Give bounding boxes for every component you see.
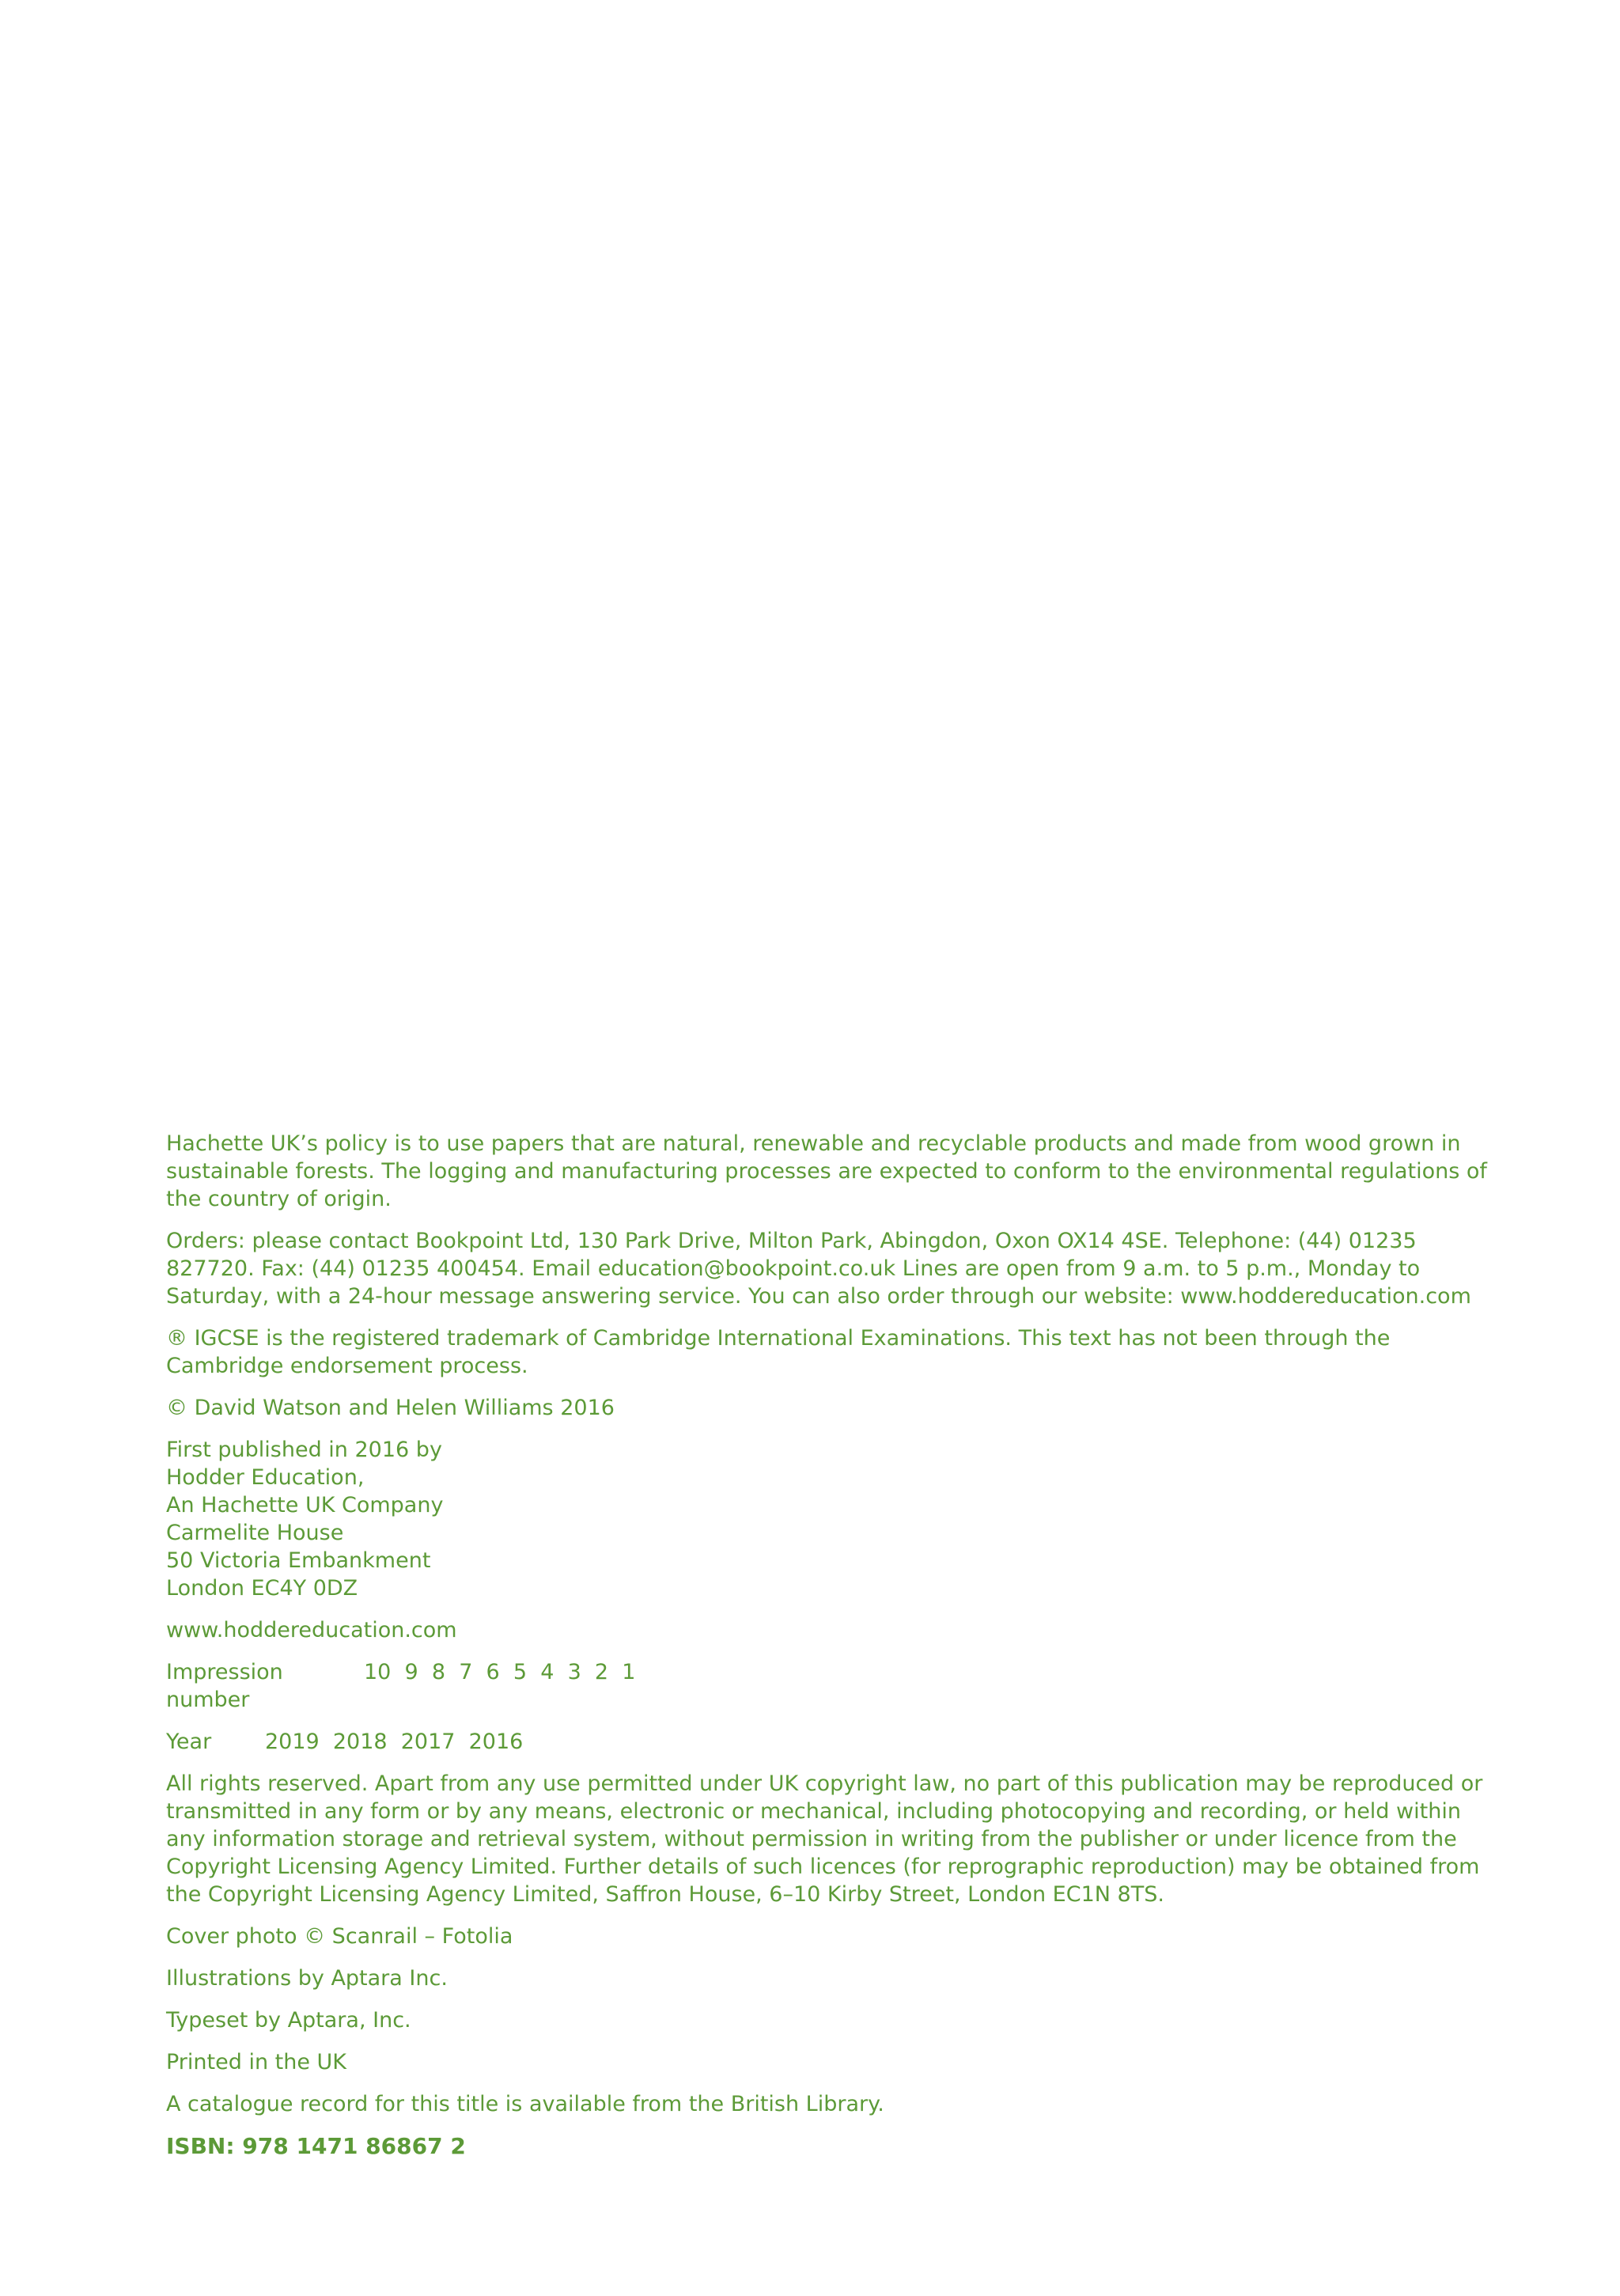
rights-text: All rights reserved. Apart from any use permitted under UK copyright law, no part of this publication may be reproduced or transmitted in any form or by any means, electronic or mechanical, including photocopying and recording, or held within any information storage and retrieval system, without permission in writing from the publisher or under licence from the Copyright Licensing Agency Limited. Further details of such licences (for reprographic reproduction) may be obtained from the Copyright Licensing Agency Limited, Saffron House, 6–10 Kirby Street, London EC1N 8TS.: [166, 1771, 1483, 1907]
copyright-text: © David Watson and Helen Williams 2016: [166, 1396, 615, 1420]
year-label: Year: [166, 1730, 212, 1754]
orders-text: Orders: please contact Bookpoint Ltd, 130 Park Drive, Milton Park, Abingdon, Oxon OX14 4SE. Telephone: (44) 01235 827720. Fax: (44) 01235 400454. Email education@bookpoint.co.uk Lines are open from 9 a.m. to 5 p.m., Monday to Saturday, with a 24-hour message answering service. You can also order through our website: www.hoddereducation.com: [166, 1229, 1471, 1309]
website-text: www.hoddereducation.com: [166, 1618, 457, 1642]
printed-text: Printed in the UK: [166, 2050, 346, 2074]
paper-policy-text: Hachette UK’s policy is to use papers that are natural, renewable and recyclable products and made from wood grown in sustainable forests. The logging and manufacturing processes are expected to conform to the environmental regulations of the country of origin.: [166, 1131, 1487, 1211]
isbn-text: ISBN: 978 1471 86867 2: [166, 2133, 466, 2159]
trademark-text: ® IGCSE is the registered trademark of Cambridge International Examinations. This text has not been through the Cambridge endorsement process.: [166, 1326, 1391, 1378]
year-row: [166, 1728, 1495, 1756]
impression-row: [166, 1658, 1495, 1714]
publisher-address: First published in 2016 by Hodder Education, An Hachette UK Company Carmelite House 50 Victoria Embankment London EC4Y 0DZ: [166, 1438, 444, 1601]
cover-photo-credit: Cover photo © Scanrail – Fotolia: [166, 1924, 513, 1949]
catalogue-text: A catalogue record for this title is available from the British Library.: [166, 2092, 884, 2116]
impression-numbers: 10 9 8 7 6 5 4 3 2 1: [364, 1660, 636, 1684]
illustrations-credit: Illustrations by Aptara Inc.: [166, 1966, 448, 1991]
typeset-credit: Typeset by Aptara, Inc.: [166, 2008, 411, 2033]
imprint-page: [166, 1130, 1495, 2174]
year-values: 2019 2018 2017 2016: [265, 1730, 524, 1754]
impression-label: Impression number: [166, 1660, 283, 1712]
